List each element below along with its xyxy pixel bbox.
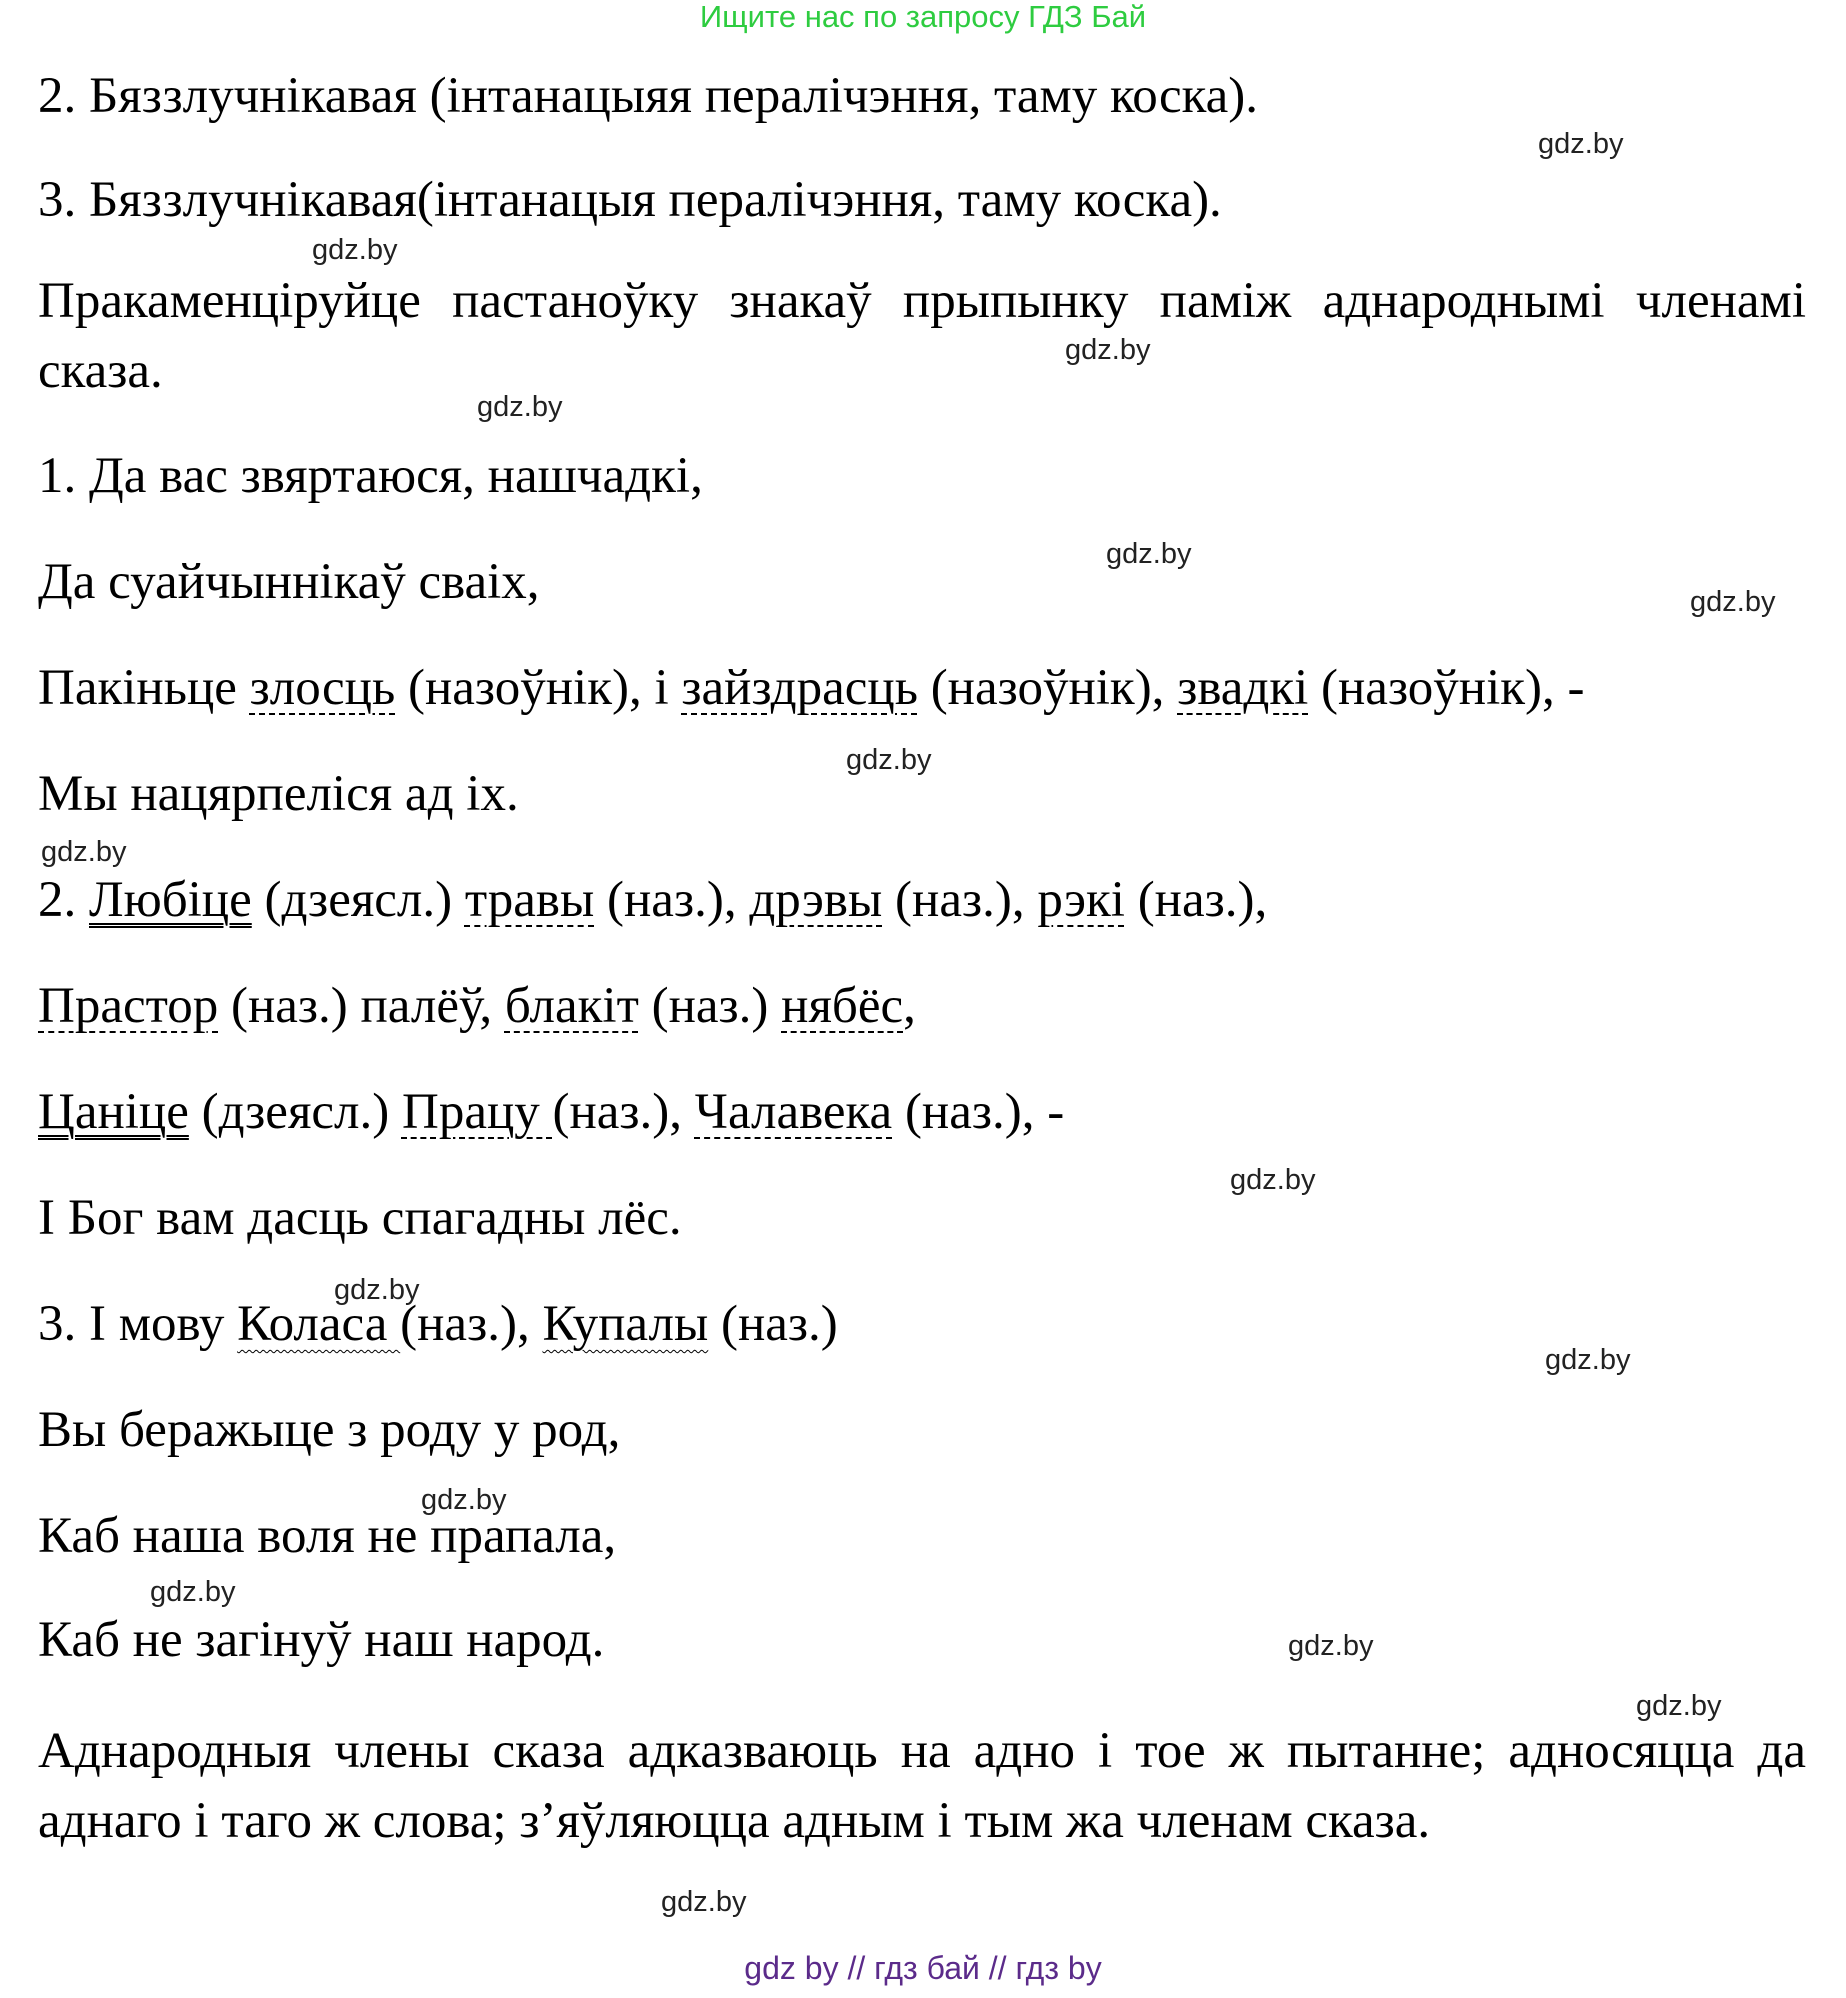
poem-3-line-2: Вы беражыце з роду у род,	[38, 1402, 621, 1458]
homogeneous-subject: зайздрасць	[681, 660, 918, 716]
homogeneous-object: Чалавека	[694, 1084, 893, 1140]
watermark: gdz.by	[1636, 1690, 1722, 1722]
watermark: gdz.by	[334, 1274, 420, 1306]
homogeneous-object: рэкі	[1037, 872, 1125, 928]
homogeneous-predicate: Цаніце	[38, 1084, 189, 1140]
text-segment: (дзеясл.)	[251, 872, 465, 928]
watermark: gdz.by	[1288, 1630, 1374, 1662]
poem-1-line-1: 1. Да вас звяртаюся, нашчадкі,	[38, 448, 703, 504]
poem-1-line-2: Да суайчыннікаў сваіх,	[38, 554, 540, 610]
text-segment: Пакіньце	[38, 660, 250, 716]
text-segment: (назоўнік), і	[395, 660, 682, 716]
poem-3-line-3: Каб наша воля не прапала,	[38, 1508, 617, 1564]
poem-3-line-4: Каб не загінуў наш народ.	[38, 1612, 605, 1668]
text-segment: (наз.)	[708, 1296, 838, 1352]
watermark: gdz.by	[661, 1886, 747, 1918]
text-segment: (назоўнік),	[917, 660, 1178, 716]
text-segment: (наз.),	[1124, 872, 1268, 928]
text-segment: 2.	[38, 872, 89, 928]
watermark: gdz.by	[421, 1484, 507, 1516]
watermark: gdz.by	[1230, 1164, 1316, 1196]
text-segment: (наз.),	[400, 1296, 543, 1352]
poem-3-line-1	[38, 1294, 838, 1354]
homogeneous-subject: звадкі	[1177, 660, 1309, 716]
homogeneous-object: блакіт	[504, 978, 639, 1034]
text-segment: ,	[903, 978, 916, 1034]
task-heading: Пракаменціруйце пастаноўку знакаў прыпынку паміж аднароднымі членамі сказа.	[38, 273, 1806, 399]
watermark: gdz.by	[1545, 1344, 1631, 1376]
watermark: gdz.by	[150, 1576, 236, 1608]
top-banner: Ищите нас по запросу ГДЗ Бай	[699, 0, 1147, 34]
text-segment: (наз.),	[594, 872, 750, 928]
watermark: gdz.by	[1106, 538, 1192, 570]
homogeneous-subject: злосць	[249, 660, 396, 716]
text-segment: (дзеясл.)	[188, 1084, 402, 1140]
poem-1-line-3	[38, 658, 1585, 718]
poem-2-line-1	[38, 870, 1267, 930]
homogeneous-object: Працу	[401, 1084, 553, 1140]
homogeneous-object: травы	[464, 872, 595, 928]
text-segment: (наз.)	[638, 978, 782, 1034]
homogeneous-attribute: Коласа	[237, 1296, 401, 1352]
text-segment: 3. І мову	[38, 1296, 238, 1352]
watermark: gdz.by	[1065, 334, 1151, 366]
footer-links: gdz by // гдз бай // гдз by	[744, 1950, 1102, 1986]
answer-line-3: 3. Бяззлучнікавая(інтанацыя пералічэння, таму коска).	[38, 172, 1222, 228]
poem-2-line-3	[38, 1082, 1064, 1142]
homogeneous-object: дрэвы	[749, 872, 883, 928]
text-segment: (наз.),	[552, 1084, 695, 1140]
watermark: gdz.by	[1690, 586, 1776, 618]
poem-1-line-4: Мы нацярпеліся ад іх.	[38, 766, 519, 822]
text-segment: (наз.), -	[892, 1084, 1065, 1140]
watermark: gdz.by	[41, 836, 127, 868]
watermark: gdz.by	[846, 744, 932, 776]
watermark: gdz.by	[477, 391, 563, 423]
poem-2-line-2	[38, 976, 916, 1036]
conclusion-paragraph: Аднародныя члены сказа адказваюць на адно і тое ж пытанне; адносяцца да аднаго і таго ж слова; з’яўляюцца адным і тым жа членам сказа.	[38, 1723, 1806, 1849]
homogeneous-object: нябёс	[781, 978, 904, 1034]
homogeneous-attribute: Купалы	[542, 1296, 709, 1352]
homogeneous-predicate: Любіце	[89, 872, 252, 928]
text-segment: (наз.) палёў,	[218, 978, 505, 1034]
watermark: gdz.by	[312, 234, 398, 266]
text-segment: (наз.),	[882, 872, 1038, 928]
poem-2-line-4: І Бог вам дасць спагадны лёс.	[38, 1190, 682, 1246]
answer-line-2: 2. Бяззлучнікавая (інтанацыяя пералічэння, таму коска).	[38, 68, 1259, 124]
homogeneous-object: Прастор	[38, 978, 219, 1034]
watermark: gdz.by	[1538, 128, 1624, 160]
text-segment: (назоўнік), -	[1308, 660, 1585, 716]
